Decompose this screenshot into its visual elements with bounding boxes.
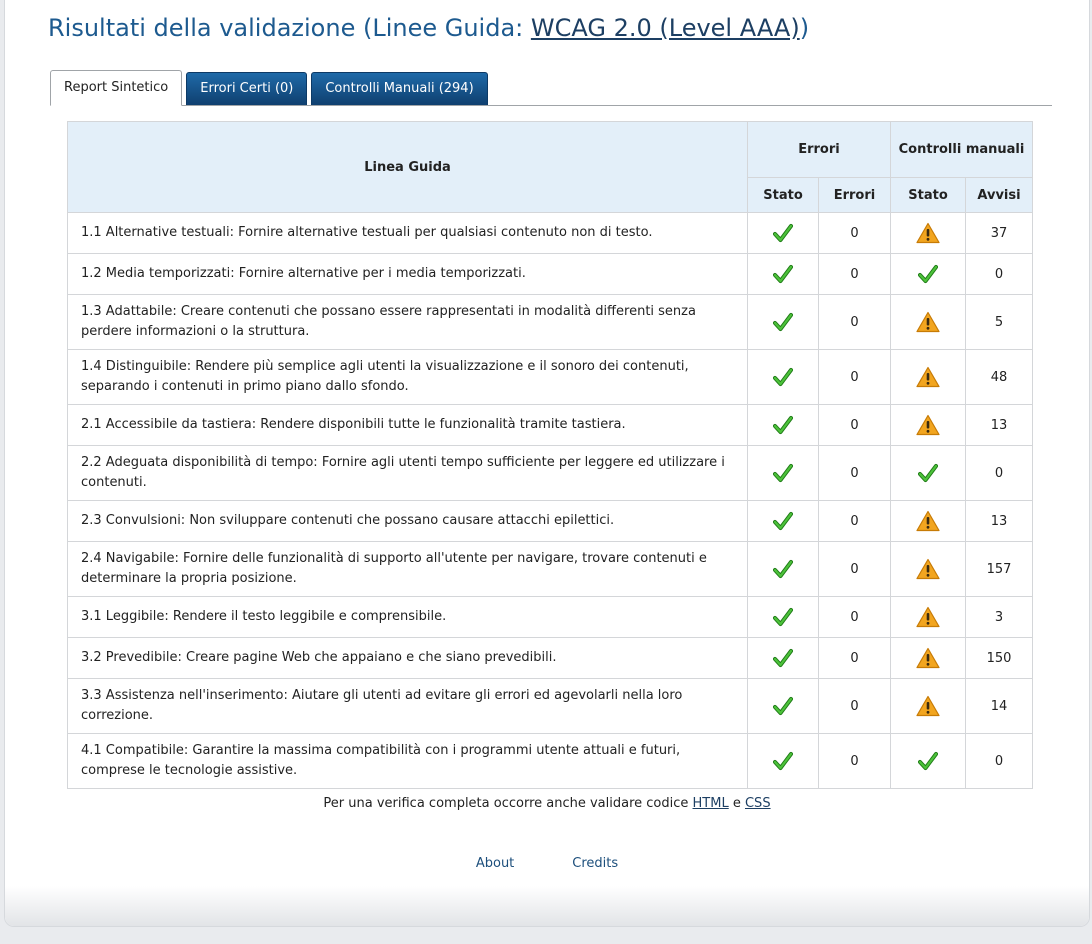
header-linea-guida: Linea Guida: [68, 122, 748, 213]
checkmark-icon: [773, 559, 793, 579]
error-status-cell: [748, 213, 819, 254]
row-desc: 1.1 Alternative testuali: Fornire alternative testuali per qualsiasi contenuto non di testo.: [68, 213, 748, 254]
warning-icon: [916, 222, 940, 244]
manual-status-cell: [891, 501, 966, 542]
checkmark-icon: [773, 648, 793, 668]
checkmark-icon: [773, 751, 793, 771]
warning-count: 157: [966, 542, 1033, 597]
note-conjunction: e: [728, 796, 745, 811]
checkmark-icon: [918, 264, 938, 284]
page-container: [4, 0, 1090, 927]
warning-icon: [916, 311, 940, 333]
error-status-cell: [748, 405, 819, 446]
error-status-cell: [748, 638, 819, 679]
error-status-cell: [748, 734, 819, 789]
error-status-cell: [748, 597, 819, 638]
warning-count: 13: [966, 501, 1033, 542]
checkmark-icon: [773, 312, 793, 332]
manual-status-cell: [891, 679, 966, 734]
warning-count: 0: [966, 734, 1033, 789]
error-count: 0: [819, 405, 891, 446]
warning-count: 3: [966, 597, 1033, 638]
warning-icon: [916, 647, 940, 669]
header-stato-controlli: Stato: [891, 178, 966, 213]
row-desc: 2.4 Navigabile: Fornire delle funzionalità di supporto all'utente per navigare, trovare contenuti e determinare la propria posizione.: [68, 542, 748, 597]
header-errori-group: Errori: [748, 122, 891, 178]
manual-status-cell: [891, 446, 966, 501]
title-prefix: Risultati della validazione (Linee Guida:: [48, 14, 531, 42]
warning-icon: [916, 510, 940, 532]
error-count: 0: [819, 446, 891, 501]
manual-status-cell: [891, 350, 966, 405]
table-row: [68, 597, 1033, 638]
css-validator-link[interactable]: CSS: [744, 796, 771, 811]
warning-icon: [916, 695, 940, 717]
checkmark-icon: [773, 264, 793, 284]
checkmark-icon: [773, 696, 793, 716]
header-stato-errori: Stato: [748, 178, 819, 213]
table-row: [68, 638, 1033, 679]
error-count: 0: [819, 542, 891, 597]
error-count: 0: [819, 350, 891, 405]
row-desc: 3.1 Leggibile: Rendere il testo leggibile e comprensibile.: [68, 597, 748, 638]
error-count: 0: [819, 254, 891, 295]
row-desc: 4.1 Compatibile: Garantire la massima compatibilità con i programmi utente attuali e futuri, comprese le tecnologie assistive.: [68, 734, 748, 789]
warning-count: 14: [966, 679, 1033, 734]
checkmark-icon: [773, 463, 793, 483]
manual-status-cell: [891, 405, 966, 446]
row-desc: 3.2 Prevedibile: Creare pagine Web che appaiano e che siano prevedibili.: [68, 638, 748, 679]
row-desc: 2.3 Convulsioni: Non sviluppare contenuti che possano causare attacchi epilettici.: [68, 501, 748, 542]
row-desc: 3.3 Assistenza nell'inserimento: Aiutare gli utenti ad evitare gli errori ed agevolarli nella loro correzione.: [68, 679, 748, 734]
table-row: [68, 405, 1033, 446]
row-desc: 1.4 Distinguibile: Rendere più semplice agli utenti la visualizzazione e il sonoro dei contenuti, separando i contenuti in primo piano dallo sfondo.: [68, 350, 748, 405]
table-row: [68, 501, 1033, 542]
error-count: 0: [819, 638, 891, 679]
error-status-cell: [748, 679, 819, 734]
warning-count: 150: [966, 638, 1033, 679]
warning-icon: [916, 366, 940, 388]
table-row: [68, 734, 1033, 789]
credits-link[interactable]: Credits: [572, 856, 619, 871]
row-desc: 2.2 Adeguata disponibilità di tempo: Fornire agli utenti tempo sufficiente per leggere ed utilizzare i contenuti.: [68, 446, 748, 501]
row-desc: 1.2 Media temporizzati: Fornire alternative per i media temporizzati.: [68, 254, 748, 295]
title-suffix: ): [799, 14, 810, 42]
checkmark-icon: [773, 607, 793, 627]
table-row: [68, 213, 1033, 254]
checkmark-icon: [773, 367, 793, 387]
page-title: [48, 14, 809, 42]
checkmark-icon: [918, 751, 938, 771]
manual-status-cell: [891, 542, 966, 597]
error-count: 0: [819, 734, 891, 789]
error-status-cell: [748, 542, 819, 597]
tab-divider: [50, 105, 1052, 106]
error-count: 0: [819, 295, 891, 350]
note-text: Per una verifica completa occorre anche validare codice: [323, 796, 693, 811]
error-count: 0: [819, 213, 891, 254]
page-bottom-shade: [5, 886, 1089, 926]
checkmark-icon: [773, 511, 793, 531]
warning-count: 37: [966, 213, 1033, 254]
warning-count: 48: [966, 350, 1033, 405]
table-row: [68, 679, 1033, 734]
header-controlli-group: Controlli manuali: [891, 122, 1033, 178]
table-row: [68, 446, 1033, 501]
manual-status-cell: [891, 638, 966, 679]
tab-report-sintetico[interactable]: Report Sintetico: [50, 70, 182, 106]
checkmark-icon: [773, 223, 793, 243]
error-count: 0: [819, 597, 891, 638]
manual-status-cell: [891, 597, 966, 638]
manual-status-cell: [891, 213, 966, 254]
row-desc: 2.1 Accessibile da tastiera: Rendere disponibili tutte le funzionalità tramite tastiera.: [68, 405, 748, 446]
warning-count: 0: [966, 446, 1033, 501]
table-row: [68, 254, 1033, 295]
tab-controlli-manuali[interactable]: Controlli Manuali (294): [311, 72, 487, 106]
error-count: 0: [819, 501, 891, 542]
warning-count: 13: [966, 405, 1033, 446]
results-table: [67, 121, 1033, 789]
validation-note: [5, 796, 1089, 811]
error-count: 0: [819, 679, 891, 734]
error-status-cell: [748, 446, 819, 501]
warning-icon: [916, 558, 940, 580]
error-status-cell: [748, 501, 819, 542]
warning-count: 5: [966, 295, 1033, 350]
table-row: [68, 542, 1033, 597]
tab-bar: [50, 72, 488, 106]
manual-status-cell: [891, 254, 966, 295]
checkmark-icon: [918, 463, 938, 483]
checkmark-icon: [773, 415, 793, 435]
header-errori: Errori: [819, 178, 891, 213]
error-status-cell: [748, 295, 819, 350]
guidelines-link[interactable]: WCAG 2.0 (Level AAA): [530, 14, 800, 42]
about-link[interactable]: About: [475, 856, 515, 871]
tab-errori-certi[interactable]: Errori Certi (0): [186, 72, 307, 106]
manual-status-cell: [891, 734, 966, 789]
manual-status-cell: [891, 295, 966, 350]
warning-count: 0: [966, 254, 1033, 295]
row-desc: 1.3 Adattabile: Creare contenuti che possano essere rappresentati in modalità differenti senza perdere informazioni o la struttura.: [68, 295, 748, 350]
table-row: [68, 295, 1033, 350]
header-avvisi: Avvisi: [966, 178, 1033, 213]
error-status-cell: [748, 350, 819, 405]
error-status-cell: [748, 254, 819, 295]
html-validator-link[interactable]: HTML: [692, 796, 729, 811]
footer: [5, 856, 1089, 871]
table-row: [68, 350, 1033, 405]
warning-icon: [916, 606, 940, 628]
warning-icon: [916, 414, 940, 436]
